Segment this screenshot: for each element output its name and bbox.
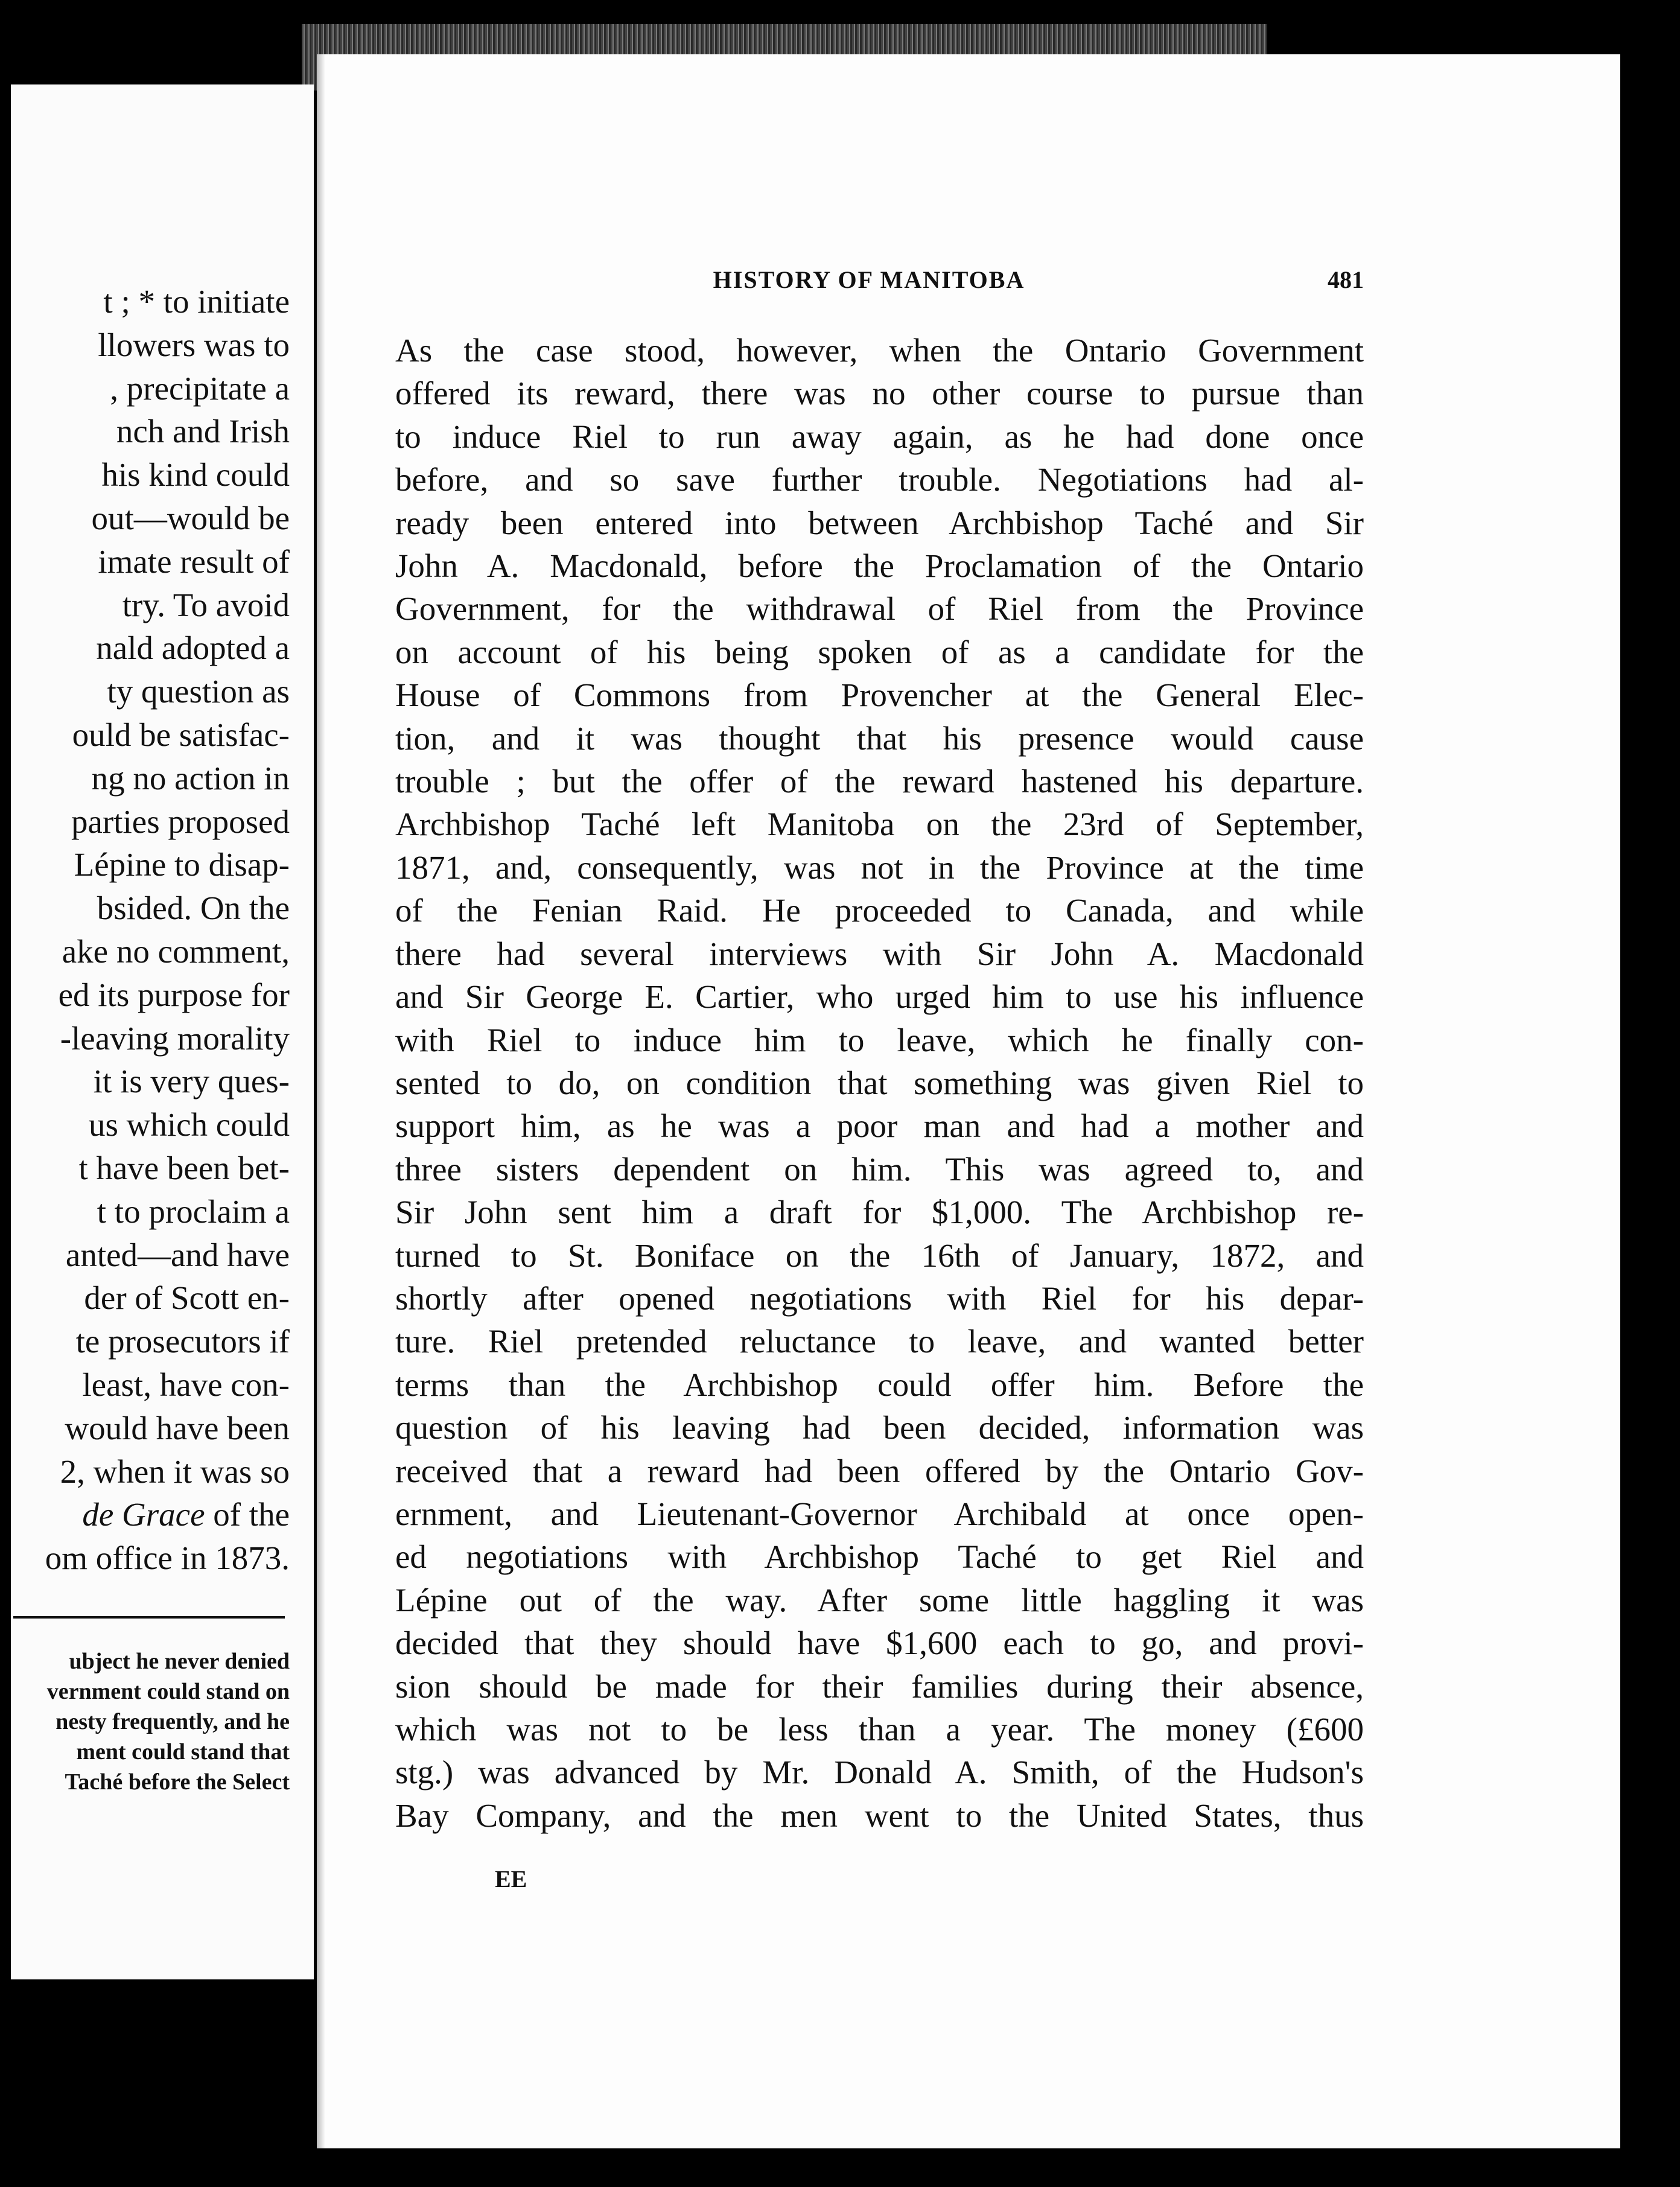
running-head: HISTORY OF MANITOBA — [713, 266, 1025, 293]
text-line: te prosecutors if — [75, 1323, 290, 1360]
text-line: ake no comment, — [62, 932, 290, 970]
text-line: which was not to be less than a year. The money (£600 — [395, 1711, 1364, 1748]
left-page-edge — [0, 84, 11, 1979]
text-line: us which could — [88, 1106, 290, 1144]
text-line: t ; * to initiate — [103, 283, 290, 320]
text-line: bsided. On the — [97, 890, 290, 927]
text-line: sion should be made for their families during their absence, — [395, 1667, 1364, 1705]
text-line: there had several interviews with Sir John A. Macdonald — [395, 935, 1364, 972]
text-line: offered its reward, there was no other course to pursue than — [395, 375, 1364, 412]
text-line: of the Fenian Raid. He proceeded to Canada, and while — [395, 892, 1364, 929]
text-line: 2, when it was so — [60, 1453, 290, 1490]
footnote-line: ubject he never denied — [69, 1649, 290, 1674]
text-line: to induce Riel to run away again, as he had done once — [395, 418, 1364, 455]
text-line: ng no action in — [91, 759, 290, 797]
text-line: ty question as — [107, 673, 290, 710]
gutter-shadow — [317, 54, 325, 2148]
text-line: three sisters dependent on him. This was agreed to, and — [395, 1150, 1364, 1188]
text-line: received that a reward had been offered by the Ontario Gov- — [395, 1452, 1364, 1489]
text-line: turned to St. Boniface on the 16th of January, 1872, and — [395, 1237, 1364, 1274]
text-line: Government, for the withdrawal of Riel from the Province — [395, 590, 1364, 628]
footnote-line: vernment could stand on — [46, 1679, 290, 1704]
text-line: t have been bet- — [78, 1149, 290, 1186]
text-line: decided that they should have $1,600 each to go, and provi- — [395, 1625, 1364, 1662]
text-line: shortly after opened negotiations with Riel for his depar- — [395, 1279, 1364, 1317]
text-line: with Riel to induce him to leave, which he finally con- — [395, 1021, 1364, 1058]
text-line: Sir John sent him a draft for $1,000. The Archbishop re- — [395, 1194, 1364, 1231]
page-number: 481 — [1328, 266, 1364, 293]
text-line: -leaving morality — [60, 1019, 290, 1057]
footnote-rule — [13, 1616, 285, 1619]
text-line: before, and so save further trouble. Negotiations had al- — [395, 461, 1364, 498]
text-line: parties proposed — [71, 803, 290, 840]
text-line: ould be satisfac- — [72, 716, 290, 753]
text-line: his kind could — [101, 456, 290, 494]
text-line: House of Commons from Provencher at the General Elec- — [395, 676, 1364, 714]
text-line: ture. Riel pretended reluctance to leave, and wanted better — [395, 1323, 1364, 1360]
text-line: would have been — [65, 1409, 290, 1447]
right-page-edge — [1620, 54, 1680, 2148]
previous-page-fragment — [0, 84, 314, 1979]
text-line: and Sir George E. Cartier, who urged him to use his influence — [395, 978, 1364, 1016]
text-line: nald adopted a — [96, 629, 290, 667]
previous-page-text — [0, 280, 290, 1580]
text-line: der of Scott en- — [84, 1279, 290, 1317]
signature-mark: EE — [495, 1865, 527, 1893]
text-line: out—would be — [91, 499, 290, 536]
text-line: ed its purpose for — [58, 976, 290, 1013]
text-line: As the case stood, however, when the Ontario Government — [395, 332, 1364, 369]
footnote-line: Taché before the Select — [65, 1769, 290, 1795]
text-line: nch and Irish — [116, 413, 290, 450]
text-line: Bay Company, and the men went to the United States, thus — [395, 1797, 1364, 1834]
text-line: llowers was to — [98, 326, 290, 363]
text-line: Lépine out of the way. After some little haggling it was — [395, 1581, 1364, 1619]
text-line: terms than the Archbishop could offer him. Before the — [395, 1366, 1364, 1403]
text-line: t to proclaim a — [97, 1192, 290, 1230]
text-line: 1871, and, consequently, was not in the Province at the time — [395, 848, 1364, 886]
text-line: , precipitate a — [110, 369, 290, 407]
text-line: it is very ques- — [93, 1063, 290, 1100]
text-line: ed negotiations with Archbishop Taché to get Riel and — [395, 1538, 1364, 1576]
text-line: stg.) was advanced by Mr. Donald A. Smith, of the Hudson's — [395, 1754, 1364, 1791]
body-text — [395, 329, 1364, 1837]
text-line: de Grace of the — [82, 1496, 290, 1533]
text-line: imate result of — [98, 543, 290, 580]
text-line: anted—and have — [65, 1236, 290, 1273]
text-line: Archbishop Taché left Manitoba on the 23rd of September, — [395, 806, 1364, 843]
text-line: tion, and it was thought that his presence would cause — [395, 719, 1364, 757]
text-line: question of his leaving had been decided, information was — [395, 1409, 1364, 1447]
text-line: sented to do, on condition that something was given Riel to — [395, 1064, 1364, 1101]
text-line: om office in 1873. — [45, 1539, 290, 1577]
text-line: ready been entered into between Archbishop Taché and Sir — [395, 504, 1364, 541]
previous-page-footnotes — [0, 1646, 290, 1797]
text-line: support him, as he was a poor man and had a mother and — [395, 1107, 1364, 1145]
text-line: John A. Macdonald, before the Proclamation of the Ontario — [395, 547, 1364, 585]
footnote-line: ment could stand that — [76, 1739, 290, 1765]
text-line: ernment, and Lieutenant-Governor Archibald at once open- — [395, 1495, 1364, 1532]
text-line: trouble ; but the offer of the reward hastened his departure. — [395, 763, 1364, 800]
text-line: on account of his being spoken of as a candidate for the — [395, 633, 1364, 670]
text-line: least, have con- — [82, 1366, 290, 1403]
text-line: try. To avoid — [122, 586, 290, 623]
footnote-line: nesty frequently, and he — [56, 1709, 290, 1734]
text-line: Lépine to disap- — [74, 846, 290, 883]
